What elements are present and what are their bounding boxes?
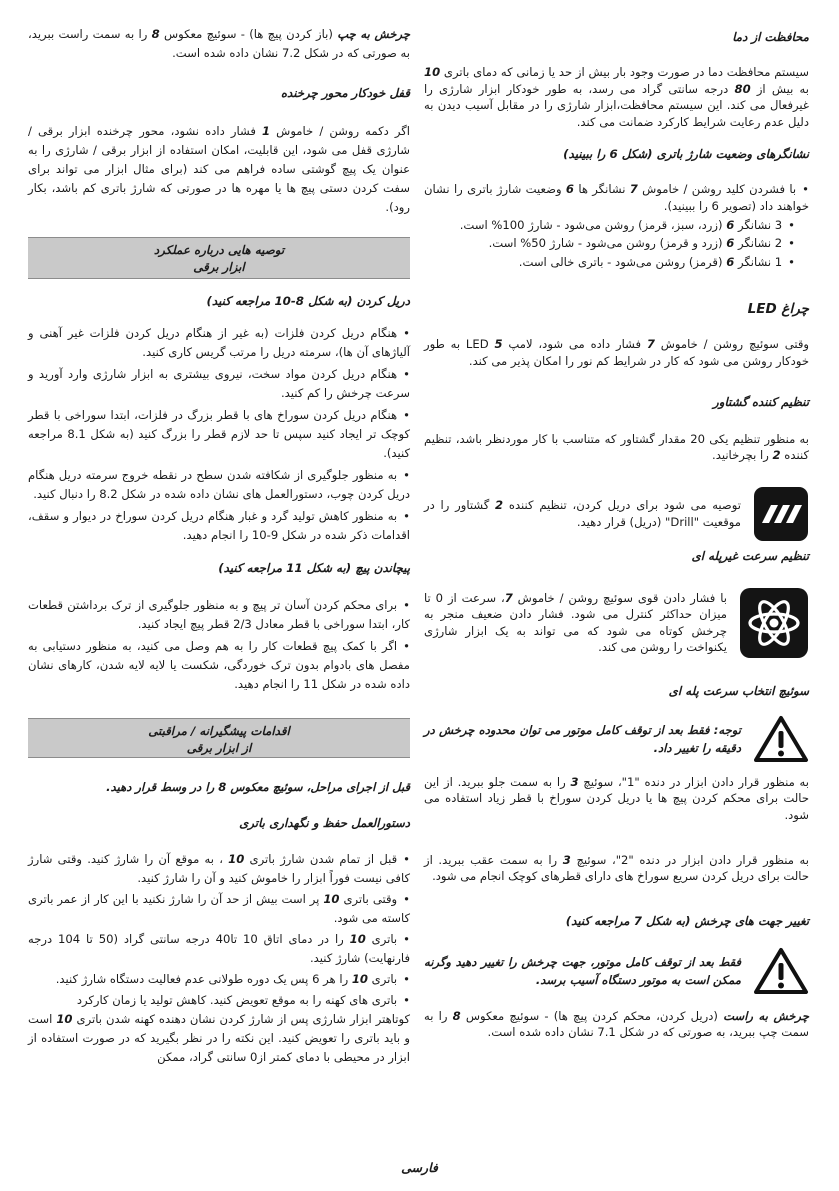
section-band-usage-tips xyxy=(28,237,410,279)
band-line: توصیه هایی درباره عملکرد xyxy=(153,243,285,257)
band-line: از ابزار برقی xyxy=(186,741,252,755)
bold-reference: 10 xyxy=(349,932,366,946)
drill-mode-icon xyxy=(753,486,809,542)
left-column xyxy=(28,25,410,1067)
bold-reference: 10 xyxy=(351,972,368,986)
bold-reference: 2 xyxy=(772,448,781,463)
band-line: ابزار برقی xyxy=(193,260,245,274)
left-rotation-text: چرخش به چپ (باز کردن پیچ ها) - سوئیچ معکوس 8 را به سمت راست ببرید، به صورتی که در شکل 7.2 نشان داده شده است. xyxy=(28,27,411,60)
gear-1-text: به منظور قرار دادن ابزار در دنده "1"، سوئیچ 3 را به سمت جلو ببرید. از این حالت برای محکم کردن پیچ ها یا دریل کردن سوراخ با قطر زیاد استفاده می شود. xyxy=(424,774,809,822)
bold-reference: 10 xyxy=(228,852,245,866)
bold-reference: چرخش به راست xyxy=(723,1008,809,1023)
list-item: • باتری 10 را در دمای اتاق 10 تا40 درجه سانتی گراد (50 تا 104 درجه فارنهایت) شارژ کنید. xyxy=(28,930,410,968)
list-item: • وقتی باتری 10 پر است بیش از حد آن را شارژ نکنید با این کار از عمر باتری کاسته می شود. xyxy=(28,890,410,928)
temperature-protection-text: سیستم محافظت دما در صورت وجود بار بیش از حد یا زمانی که دمای باتری 10 به بیش از 80 درجه سانتی گراد می رسد، به طور خودکار ابزار شارژی را غیرفعال می کند. این سیستم محافظت،ابزار شارژی را در مقابل آسیب دیدن به دلیل عدم رعایت شرایط کارکرد ضمانت می کند. xyxy=(424,65,809,129)
bold-reference: 2 xyxy=(495,498,504,513)
list-item: • هنگام دریل کردن فلزات (به غیر از هنگام دریل کردن فلزات غیر آهنی و آلیاژهای آن ها)، سرمته دریل را مرتب گریس کاری کنید. xyxy=(28,324,410,362)
bold-reference: 10 xyxy=(56,1012,73,1026)
battery-continuation-text: کوتاهتر ابزار شارژی پس از شارژ کردن نشان دهنده کهنه شدن باتری 10 است و باید باتری را تعویض کنید. این نکته را در نظر بگیرید که در صورت استفاده از ابزار در محیطی با دمای کمتر از0 سانتی گراد، ممکن xyxy=(28,1012,410,1064)
variable-speed-icon xyxy=(739,587,809,659)
list-item: • هنگام دریل کردن مواد سخت، نیروی بیشتری به ابزار شارژی وارد آورید و سرعت چرخش را کم کنید. xyxy=(28,365,410,403)
list-item: • به منظور کاهش تولید گرد و غبار هنگام دریل کردن سوراخ در دیوار و سقف، اقدامات ذکر شده در شکل 9-10 را انجام دهید. xyxy=(28,507,410,545)
heading-spindle-lock: قفل خودکار محور چرخنده xyxy=(280,86,410,100)
band-line: اقدامات پیشگیرانه / مراقبتی xyxy=(148,724,290,738)
charge-level-empty: • 1 نشانگر 6 (قرمز) روشن می‌شود - باتری خالی است. xyxy=(424,254,809,271)
bold-reference: 6 xyxy=(726,236,735,251)
led-light-text: وقتی سوئیچ روشن / خاموش 7 فشار داده می شود، لامپ 5 LED به طور خودکار روشن می شود که کار در شرایط کم نور را امکان پذیر می کند. xyxy=(424,337,810,368)
variable-speed-note xyxy=(424,587,809,659)
bold-reference: 7 xyxy=(646,337,655,352)
right-rotation-text: چرخش به راست (دریل کردن، محکم کردن پیچ ها) - سوئیچ معکوس 8 را به سمت چپ ببرید، به صورتی که در شکل 7.1 نشان داده شده است. xyxy=(424,1008,809,1040)
heading-gear-selector: سوئیچ انتخاب سرعت پله ای xyxy=(668,683,809,698)
rotation-warning xyxy=(424,946,809,996)
bold-reference: 5 xyxy=(494,337,503,352)
charge-indicator-intro: • با فشردن کلید روشن / خاموش 7 نشانگر ها 6 وضعیت شارژ باتری را نشان خواهند داد (تصویر 6 را ببینید). xyxy=(424,181,809,214)
warning-triangle-icon xyxy=(753,714,809,764)
bold-reference: 6 xyxy=(726,254,735,269)
heading-temperature-protection: محافظت از دما xyxy=(732,30,809,44)
heading-charge-indicators: نشانگرهای وضعیت شارژ باتری (شکل 6 را ببینید) xyxy=(563,147,809,162)
drill-mode-note xyxy=(424,486,809,542)
warning-triangle-icon xyxy=(753,946,809,996)
bold-reference: 8 xyxy=(452,1008,461,1023)
bold-reference: 1 xyxy=(261,124,271,138)
bold-reference: 80 xyxy=(734,81,751,96)
bold-reference: 6 xyxy=(726,217,735,232)
list-item: • اگر با کمک پیچ قطعات کار را به هم وصل می کنید، به منظور دستیابی به مفصل های بادوام بدون ترک خوردگی، شکست یا لایه لایه شدن، کارهای نشان داده شده در شکل 11 را انجام دهید. xyxy=(28,637,410,694)
language-footer: فارسی xyxy=(401,1160,438,1175)
bold-reference: 10 xyxy=(424,65,441,79)
heading-screwing: پیچاندن پیچ (به شکل 11 مراجعه کنید) xyxy=(218,561,410,575)
gear-warning xyxy=(424,714,809,764)
heading-rotation-direction: تغییر جهت های چرخش (به شکل 7 مراجعه کنید) xyxy=(565,913,809,928)
gear-warning-text: توجه: فقط بعد از توقف کامل موتور می توان محدوده چرخش در دقیقه را تغییر داد. xyxy=(424,722,741,755)
charge-level-full: • 3 نشانگر 6 (زرد، سبز، قرمز) روشن می‌شود - شارژ 100% است. xyxy=(424,217,809,234)
list-item: • قبل از تمام شدن شارژ باتری 10 ، به موقع آن را شارژ کنید. وقتی شارژ کافی نیست فوراً ابزار را خاموش کنید و آن را شارژ کنید. xyxy=(28,850,410,888)
gear-2-text: به منظور قرار دادن ابزار در دنده "2"، سوئیچ 3 را به سمت عقب ببرید. از حالت برای دریل کردن سریع سوراخ های دارای قطرهای کوچک انجام می شود. xyxy=(424,852,809,884)
bold-reference: 7 xyxy=(504,590,513,605)
rotation-warning-text: فقط بعد از توقف کامل موتور، جهت چرخش را تغییر دهید وگرنه ممکن است به موتور دستگاه آسیب برسد. xyxy=(424,954,741,987)
heading-led-light: چراغ LED xyxy=(747,301,809,318)
list-item: • هنگام دریل کردن سوراخ های با قطر بزرگ در فلزات، ابتدا سوراخی با قطر کوچک تر ایجاد کنید سپس تا حد لازم قطر را بزرگ کنید (به شکل 8.1 مراجعه کنید). xyxy=(28,406,410,463)
list-item: • برای محکم کردن آسان تر پیچ و به منظور جلوگیری از ترک برداشتن قطعات کار، ابتدا سوراخی با قطر معادل 2/3 قطر پیچ ایجاد کنید. xyxy=(28,596,410,634)
torque-adjuster-text: به منظور تنظیم یکی 20 مقدار گشتاور که متناسب با کار موردنظر باشد، تنظیم کننده 2 را بچرخانید. xyxy=(424,431,810,463)
heading-drilling: دریل کردن (به شکل 8-10 مراجعه کنید) xyxy=(206,294,410,308)
right-column xyxy=(424,29,809,1041)
bold-reference: 7 xyxy=(629,182,638,197)
heading-torque-adjuster: تنظیم کننده گشتاور xyxy=(713,394,809,409)
list-item: • باتری های کهنه را به موقع تعویض کنید. کاهش تولید یا زمان کارکرد xyxy=(28,991,410,1010)
section-band-care xyxy=(28,718,410,758)
charge-level-half: • 2 نشانگر 6 (زرد و قرمز) روشن می‌شود - شارژ 50% است. xyxy=(424,235,809,252)
bold-reference: 10 xyxy=(323,892,340,906)
list-item: • باتری 10 را هر 6 پس یک دوره طولانی عدم فعالیت دستگاه شارژ کنید. xyxy=(28,970,410,989)
spindle-lock-text: اگر دکمه روشن / خاموش 1 فشار داده نشود، محور چرخنده ابزار برقی / شارژی قفل می شود، این قابلیت، امکان استفاده از ابزار برقی / شارژی را به عنوان یک پیچ گوشتی ساده فراهم می کند (برای مثال ابزار می تواند برای سفت کردن دستی پیچ ها یا مهره ها در صورتی که شارژ باتری کم باشد، بکار رود). xyxy=(28,124,410,214)
variable-speed-note-text: با فشار دادن قوی سوئیچ روشن / خاموش 7، سرعت از 0 تا میزان حداکثر کنترل می شود. فشار دادن ضعیف منجر به چرخش کوتاه می شود که می تواند به یک ابزار شارژی یکنواخت را روشن می کند. xyxy=(424,590,727,655)
bold-reference: 8 xyxy=(151,27,160,41)
drill-mode-note-text: توصیه می شود برای دریل کردن، تنظیم کننده 2 گشتاور را در موقعیت "Drill" (دریل) قرار دهید. xyxy=(424,498,741,529)
before-steps-instruction: قبل از اجرای مراحل، سوئیچ معکوس 8 را در وسط قرار دهید. xyxy=(106,780,410,794)
bold-reference: 3 xyxy=(562,852,571,867)
heading-battery-care: دستورالعمل حفظ و نگهداری باتری xyxy=(239,816,410,830)
list-item: • به منظور جلوگیری از شکافته شدن سطح در نقطه خروج سرمته دریل هنگام دریل کردن چوب، دستورالعمل های نشان داده شده در شکل 8.2 را دنبال کنید. xyxy=(28,466,410,504)
bold-reference: 6 xyxy=(565,182,574,197)
bold-reference: چرخش به چپ xyxy=(337,27,411,41)
heading-variable-speed: تنظیم سرعت غیرپله ای xyxy=(691,548,809,563)
bold-reference: 3 xyxy=(570,774,579,789)
